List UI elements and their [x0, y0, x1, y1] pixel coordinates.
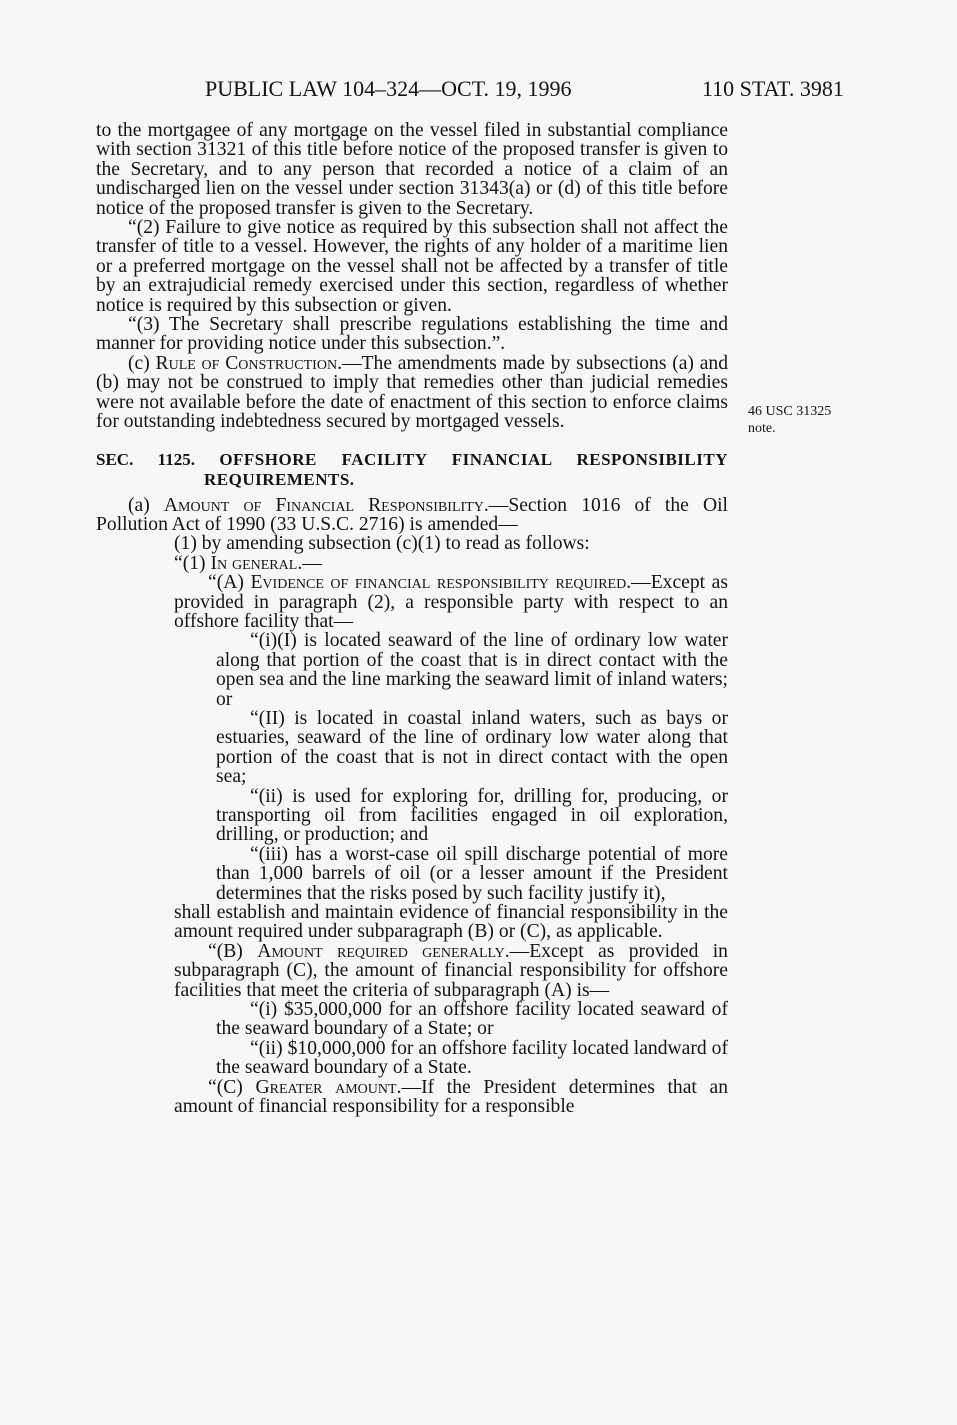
- subparagraph-C: [96, 1078, 728, 1117]
- margin-note-label: note.: [748, 421, 776, 436]
- clause-iii: “(iii) has a worst-case oil spill discharge potential of more than 1,000 barrels of oil (or a lesser amount if the President determines that the risks posed by such facility justify it),: [216, 843, 728, 904]
- subparagraph-C-prefix: “(C): [208, 1076, 256, 1098]
- paragraph-1-in-general: [96, 554, 728, 573]
- subsection-a-text: .—Section 1016 of the Oil Pollution Act of 1990 (33 U.S.C. 2716) is amended—: [96, 494, 728, 535]
- in-general-prefix: “(1): [174, 552, 211, 574]
- section-number: SEC. 1125.: [96, 449, 195, 469]
- subparagraph-C-heading: Greater amount: [255, 1076, 397, 1098]
- subparagraph-B-prefix: “(B): [208, 940, 258, 962]
- subparagraph-C-text: .—If the President determines that an amount of financial responsibility for a responsible: [174, 1076, 728, 1118]
- subsection-a-heading: Amount of Financial Responsibility: [163, 494, 484, 516]
- margin-note: [748, 403, 831, 437]
- clause-B-i: “(i) $35,000,000 for an offshore facility located seaward of the seaward boundary of a State; or: [216, 999, 728, 1040]
- clause-i-I: “(i)(I) is located seaward of the line of ordinary low water along that portion of the coast that is in direct contact with the open sea and the line marking the seaward limit of inland waters; or: [216, 630, 728, 710]
- section-heading: [96, 450, 728, 490]
- subsection-c-prefix: (c): [128, 352, 156, 374]
- flush-language: shall establish and maintain evidence of financial responsibility in the amount required under subparagraph (B) or (C), as applicable.: [174, 902, 728, 943]
- subsection-a: [96, 496, 728, 535]
- in-general-suffix: .—: [297, 552, 322, 574]
- subparagraph-A-text: .—Except as provided in paragraph (2), a responsible party with respect to an offshore facility that—: [174, 572, 728, 632]
- in-general-heading: In general: [210, 552, 298, 574]
- subparagraph-B-text: .—Except as provided in subparagraph (C), the amount of financial responsibility for offshore facilities that meet the criteria of subparagraph (A) is—: [174, 940, 728, 1001]
- subsection-c: [96, 354, 728, 432]
- paragraph-2: “(2) Failure to give notice as required by this subsection shall not affect the transfer of title to a vessel. However, the rights of any holder of a maritime lien or a preferred mortgage on the vessel shall not be affected by a transfer of title by an extrajudicial remedy exercised under this section, regardless of whether notice is required by this subsection or given.: [96, 217, 728, 316]
- paragraph-continuation: to the mortgagee of any mortgage on the vessel filed in substantial compliance with section 31321 of this title before notice of the proposed transfer is given to the Secretary, and to any person that recorded a notice of a claim of an undischarged lien on the vessel under section 31343(a) or (d) of this title before notice of the proposed transfer is given to the Secretary.: [96, 120, 728, 219]
- running-title: PUBLIC LAW 104–324—OCT. 19, 1996: [205, 76, 572, 101]
- subparagraph-A: [96, 573, 728, 631]
- clause-ii: “(ii) is used for exploring for, drilling for, producing, or transporting oil from facilities engaged in oil exploration, drilling, or production; and: [216, 785, 728, 846]
- amendment-1: (1) by amending subsection (c)(1) to read as follows:: [174, 533, 590, 555]
- subclause-II: “(II) is located in coastal inland waters, such as bays or estuaries, seaward of the line of ordinary low water along that portion of the coast that is not in direct contact with the open sea;: [216, 707, 728, 788]
- section-title: OFFSHORE FACILITY FINANCIAL RESPONSIBILITY REQUIREMENTS.: [204, 449, 728, 489]
- paragraph-3: “(3) The Secretary shall prescribe regulations establishing the time and manner for providing notice under this subsection.”.: [96, 314, 728, 355]
- margin-note-citation: 46 USC 31325: [748, 404, 832, 419]
- subsection-a-prefix: (a): [128, 494, 164, 516]
- subparagraph-B: [96, 942, 728, 1000]
- page-header: [0, 76, 957, 106]
- subparagraph-B-heading: Amount required generally: [257, 940, 505, 962]
- document-body: [96, 121, 728, 1117]
- statute-page-number: 110 STAT. 3981: [702, 76, 844, 101]
- subparagraph-A-prefix: “(A): [208, 572, 251, 594]
- clause-B-ii: “(ii) $10,000,000 for an offshore facility located landward of the seaward boundary of a State.: [216, 1037, 728, 1079]
- subsection-c-heading: Rule of Construction: [155, 352, 338, 374]
- subsection-c-text: .—The amendments made by subsections (a) and (b) may not be construed to imply that remedies other than judicial remedies were not available before the date of enactment of this section to enforce claims for outstanding indebtedness secured by mortgaged vessels.: [96, 352, 728, 433]
- subparagraph-A-heading: Evidence of financial responsibility required: [250, 572, 627, 594]
